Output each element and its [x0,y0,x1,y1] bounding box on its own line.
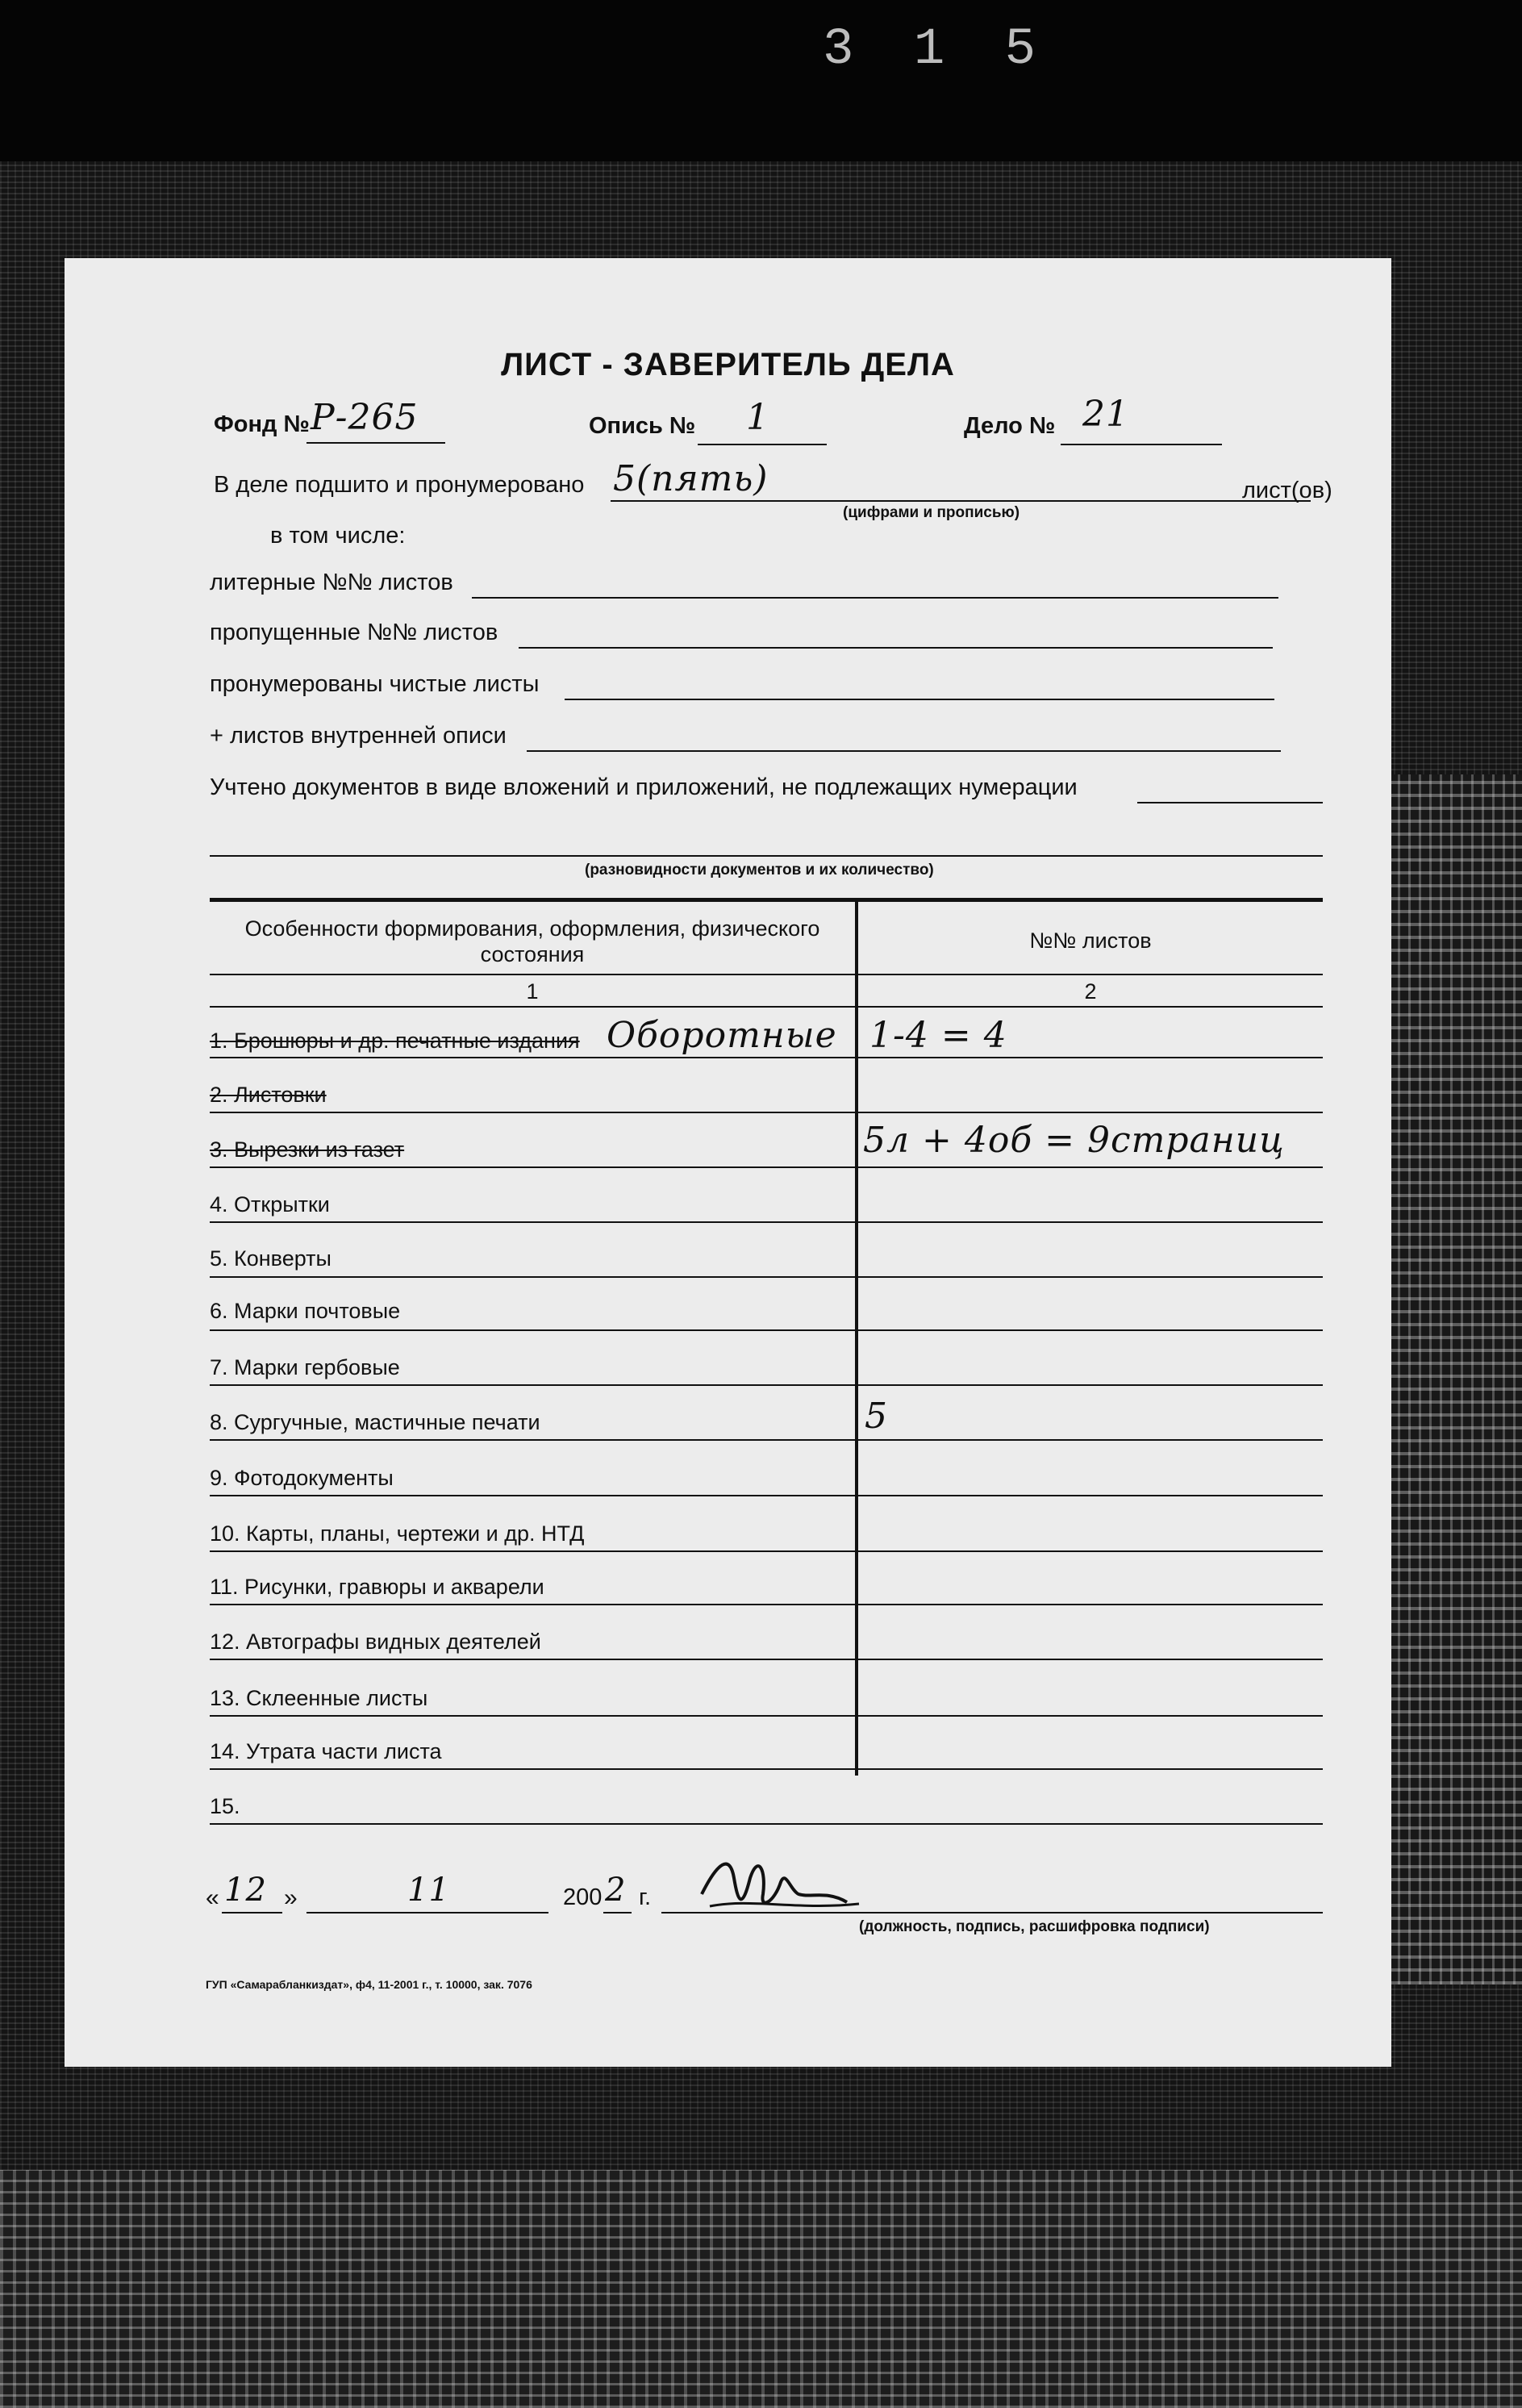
sewn-label: В деле подшито и пронумеровано [214,472,585,498]
table-top-rule [210,898,1323,902]
archive-stamp-mark: 3 1 5 [823,21,1051,79]
literal-label: литерные №№ листов [210,570,453,595]
table-row-label: 14. Утрата части листа [210,1739,442,1763]
opis-value: 1 [746,397,769,438]
date-close-quote: » [284,1884,298,1911]
delo-value: 21 [1082,394,1129,435]
opis-line [698,444,827,445]
table-column-divider [855,900,858,1776]
delo-label: Дело № [964,413,1056,439]
table-row-label: 4. Открытки [210,1192,330,1217]
table-row-label: 15. [210,1794,240,1818]
table-row-label: 9. Фотодокументы [210,1466,394,1490]
attachments-hint: (разновидности документов и их количество) [585,862,934,878]
table-row-rule [210,1604,1323,1605]
table-row-sheets: 1-4 = 4 [869,1015,1007,1056]
table-row-rule [210,1495,1323,1496]
table-row-rule [210,1550,1323,1552]
table-row-rule [210,1439,1323,1441]
table-row-rule [210,1166,1323,1168]
date-year-line [603,1912,632,1913]
fond-label: Фонд № [214,411,310,437]
backdrop-lace-bottom [0,2170,1522,2408]
inner-label: + листов внутренней описи [210,723,507,749]
date-year-suffix: 2 [605,1872,627,1909]
signature-hint: (должность, подпись, расшифровка подписи) [859,1918,1210,1935]
printer-imprint: ГУП «Самарабланкиздат», ф4, 11-2001 г., т. 10000, зак. 7076 [206,1978,532,1991]
literal-line [472,597,1278,599]
skipped-label: пропущенные №№ листов [210,620,498,645]
including-label: в том числе: [270,523,406,549]
delo-line [1061,444,1222,445]
table-row-label: 13. Склеенные листы [210,1686,428,1710]
date-month: 11 [407,1872,450,1909]
sewn-suffix: лист(ов) [1242,478,1332,503]
table-row-label: 3. Вырезки из газет [210,1137,405,1162]
attachments-label: Учтено документов в виде вложений и приложений, не подлежащих нумерации [210,774,1078,800]
sheet-title: ЛИСТ - ЗАВЕРИТЕЛЬ ДЕЛА [501,347,955,382]
table-row-sheets: 5 [865,1396,888,1437]
table-row-rule [210,1715,1323,1717]
fond-value: Р-265 [311,397,419,438]
table-header-rule [210,974,1323,975]
table-col2-header: №№ листов [1029,929,1152,953]
date-day: 12 [224,1872,267,1909]
sewn-value: 5(пять) [613,458,769,499]
table-row-rule [210,1329,1323,1331]
date-open-quote: « [206,1884,219,1911]
table-bottom-rule [210,1823,1323,1825]
table-row-rule [210,1221,1323,1223]
table-row-label: 1. Брошюры и др. печатные издания [210,1029,580,1053]
table-col2-number: 2 [1084,979,1097,1004]
table-row-label: 6. Марки почтовые [210,1299,401,1323]
table-row-label: 12. Автографы видных деятелей [210,1630,541,1654]
table-row-sheets: 5л + 4об = 9страниц [863,1120,1285,1161]
date-month-line [306,1912,548,1913]
table-row-rule [210,1276,1323,1278]
backdrop-lace-right [1387,774,1522,1984]
table-row-rule [210,1659,1323,1660]
blank-line [565,699,1274,700]
table-row-label: 8. Сургучные, мастичные печати [210,1410,540,1434]
table-row-rule [210,1112,1323,1113]
table-row-label: 7. Марки гербовые [210,1355,400,1379]
table-row-rule [210,1057,1323,1058]
sewn-line [611,500,1311,502]
sewn-hint: (цифрами и прописью) [843,504,1020,521]
table-col1-header: Особенности формирования, оформления, физического состояния [244,916,820,966]
table-number-rule [210,1006,1323,1008]
skipped-line [519,647,1273,649]
handwritten-signature [686,1846,871,1926]
date-year-mark: г. [639,1884,652,1910]
table-row-rule [210,1768,1323,1770]
table-row-note: Оборотные [607,1015,837,1056]
table-row-label: 2. Листовки [210,1083,327,1107]
table-col1-number: 1 [526,979,539,1004]
date-year-prefix: 200 [563,1884,603,1910]
table-row-label: 5. Конверты [210,1246,332,1271]
blank-label: пронумерованы чистые листы [210,671,540,697]
table-row-rule [210,1384,1323,1386]
fond-line [306,442,445,444]
inner-line [527,750,1281,752]
date-day-line [222,1912,282,1913]
table-row-label: 10. Карты, планы, чертежи и др. НТД [210,1521,585,1546]
attachments-line-1 [1137,802,1323,803]
attachments-line-2 [210,855,1323,857]
opis-label: Опись № [589,413,696,439]
certification-sheet [65,258,1391,2067]
table-row-label: 11. Рисунки, гравюры и акварели [210,1575,544,1599]
